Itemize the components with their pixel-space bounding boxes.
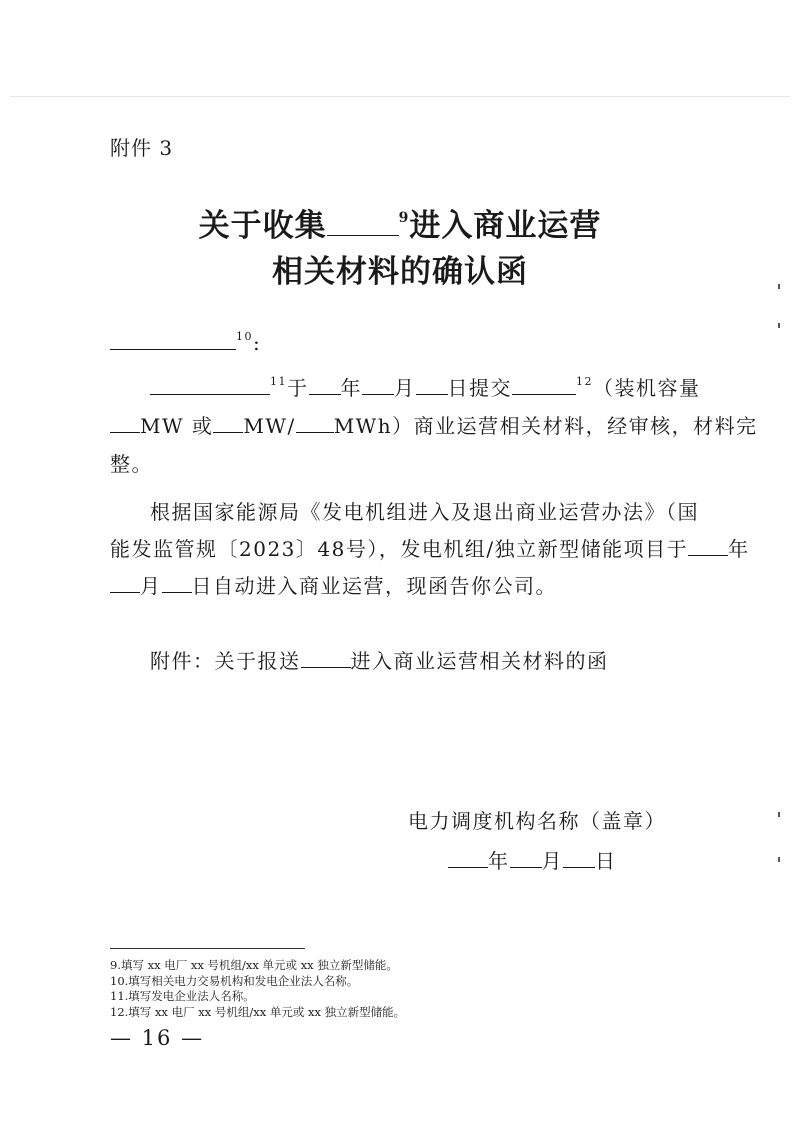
sign-day-blank [563, 848, 595, 868]
text-notification: 日自动进入商业运营，现函告你公司。 [191, 574, 557, 598]
text-year: 年 [340, 376, 362, 400]
sign-year: 年 [488, 849, 510, 873]
mw-blank-2 [213, 413, 243, 433]
sign-month-blank [510, 848, 542, 868]
sign-day: 日 [595, 849, 617, 873]
addressee-line [110, 330, 261, 355]
footnote-11: 11.填写发电企业法人名称。 [110, 989, 255, 1003]
year-blank [309, 375, 341, 395]
text-project-month: 月 [140, 574, 162, 598]
scan-mark [778, 284, 780, 289]
mw-blank [110, 413, 140, 433]
footnote-9: 9.填写 xx 电厂 xx 号机组/xx 单元或 xx 独立新型储能。 [110, 958, 398, 972]
text-mw-slash: MW/ [243, 414, 296, 438]
addressee-blank [110, 330, 236, 350]
project-day-blank [162, 573, 192, 593]
paragraph-2-line-2 [110, 533, 750, 562]
footnote-rule [110, 948, 305, 949]
scan-mark [778, 812, 780, 817]
text-regulation: 能发监管规〔2023〕48号），发电机组/独立新型储能项目于 [110, 537, 689, 561]
company-blank [150, 375, 270, 395]
text-yu: 于 [287, 376, 309, 400]
text-capacity: （装机容量 [593, 376, 701, 400]
title-prefix: 关于收集 [198, 208, 327, 244]
footnote-ref-12: 12 [576, 375, 593, 388]
paragraph-1-line-1 [150, 372, 701, 401]
footnote-10: 10.填写相关电力交易机构和发电企业法人名称。 [110, 973, 359, 988]
attachment-prefix: 附件：关于报送 [150, 649, 301, 673]
title-suffix: 进入商业运营 [409, 208, 602, 244]
sign-year-blank [448, 848, 488, 868]
project-year-blank [688, 536, 728, 556]
addressee-colon: : [253, 331, 262, 355]
footnote-ref-9: 9 [398, 210, 410, 226]
text-day-submit: 日提交 [447, 376, 512, 400]
footnote-ref-10: 10 [236, 330, 253, 343]
mwh-blank [296, 413, 334, 433]
attachment-suffix: 进入商业运营相关材料的函 [350, 649, 609, 673]
paragraph-1-line-2 [110, 410, 758, 439]
text-mw-or: MW 或 [140, 414, 214, 438]
scan-mark [778, 323, 780, 328]
document-title-line-2: 相关材料的确认函 [272, 254, 528, 290]
title-blank [327, 206, 399, 236]
paragraph-2-line-3 [110, 570, 557, 599]
paragraph-1-line-3: 整。 [110, 452, 153, 476]
annex-label: 附件 3 [110, 136, 174, 160]
scan-mark [778, 857, 780, 862]
paragraph-2-line-1: 根据国家能源局《发电机组进入及退出商业运营办法》（国 [150, 500, 699, 524]
signature-org: 电力调度机构名称（盖章） [408, 809, 666, 833]
document-title-line-1 [0, 200, 800, 245]
top-rule [10, 96, 790, 97]
day-blank [416, 375, 448, 395]
text-project-year: 年 [728, 537, 750, 561]
month-blank [362, 375, 394, 395]
unit-blank [512, 375, 576, 395]
text-month: 月 [394, 376, 416, 400]
sign-month: 月 [541, 849, 563, 873]
attachment-line [150, 645, 609, 674]
text-mwh-rest: MWh）商业运营相关材料，经审核，材料完 [333, 414, 758, 438]
footnote-ref-11: 11 [270, 375, 287, 388]
attachment-blank [301, 648, 351, 668]
signature-date [448, 845, 617, 874]
project-month-blank [110, 573, 140, 593]
footnotes [110, 958, 405, 1020]
footnote-12: 12.填写 xx 电厂 xx 号机组/xx 单元或 xx 独立新型储能。 [110, 1004, 406, 1019]
page-number: — 16 — [110, 1026, 205, 1050]
